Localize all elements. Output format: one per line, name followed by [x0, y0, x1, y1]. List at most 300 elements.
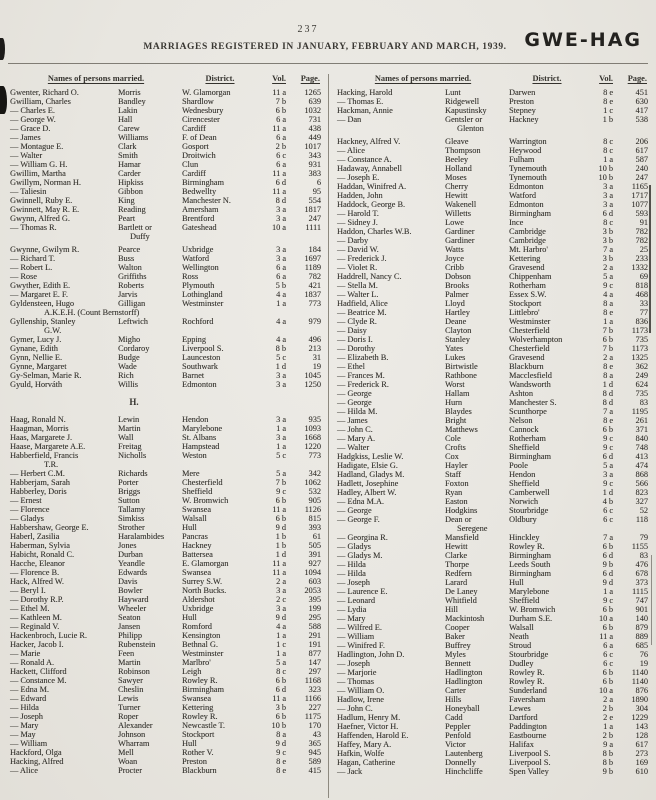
page-ref: 213	[308, 344, 321, 353]
district: Eastbourne	[509, 731, 547, 740]
page-ref: 383	[308, 169, 321, 178]
index-entry-row	[10, 640, 326, 649]
volume: 8 e	[603, 97, 613, 106]
spouse-surname: Cooper	[445, 623, 470, 632]
district: Leeds South	[509, 560, 551, 569]
spouse-surname: Moses	[445, 173, 467, 182]
index-entry-row	[337, 254, 650, 263]
index-entry-row	[337, 299, 650, 308]
column-header	[337, 74, 650, 83]
volume: 11 a	[599, 632, 613, 641]
page-ref: 169	[635, 758, 648, 767]
district: Rowley R.	[509, 542, 545, 551]
index-entry-row	[10, 667, 326, 676]
index-column-right	[329, 74, 652, 798]
volume: 8 e	[276, 757, 286, 766]
spouse-surname: Simkiss	[118, 514, 145, 523]
district: Plymouth	[182, 281, 215, 290]
index-entry-row	[10, 604, 326, 613]
district: Wednesbury	[182, 106, 224, 115]
person-name: Habberfield, Francis	[10, 451, 79, 460]
person-name: — Florence B.	[10, 568, 60, 577]
district	[509, 524, 585, 533]
person-name: — Frances M.	[337, 371, 385, 380]
volume: 9 a	[603, 740, 613, 749]
district: Gravesend	[509, 353, 545, 362]
page-ref: 1668	[304, 433, 321, 442]
district: Romford	[182, 622, 212, 631]
district: Poole	[509, 461, 528, 470]
district: Liverpool S.	[509, 749, 551, 758]
page-ref: 362	[635, 362, 648, 371]
person-name: Hadlington, John D.	[337, 650, 405, 659]
person-name: — George W.	[10, 115, 56, 124]
spouse-surname: Woan	[118, 757, 138, 766]
person-name: — Walter	[10, 151, 43, 160]
page-ref: 6	[316, 178, 321, 187]
spouse-surname: Donnelly	[445, 758, 476, 767]
district: Birmingham	[509, 569, 551, 578]
volume: 9 b	[602, 560, 613, 569]
index-entry-row	[337, 236, 650, 245]
district: Swansea	[182, 568, 212, 577]
district: Birmingham	[509, 551, 551, 560]
district: Swansea	[182, 505, 212, 514]
page-ref: 931	[308, 160, 321, 169]
page-ref: 476	[635, 560, 648, 569]
district: Chesterfield	[509, 326, 550, 335]
spouse-surname: Honeyball	[445, 704, 480, 713]
index-entry-row	[337, 97, 650, 106]
district: Paddington	[509, 722, 547, 731]
page-ref: 79	[639, 533, 648, 542]
district: Leigh	[182, 667, 202, 676]
spouse-surname: Budge	[118, 353, 140, 362]
district: Warrington	[509, 137, 547, 146]
volume	[585, 124, 614, 133]
district: Cambridge	[509, 236, 546, 245]
index-entry-row	[337, 155, 650, 164]
spouse-surname: Cadd	[445, 713, 463, 722]
page-ref: 1077	[631, 200, 648, 209]
spouse-surname: Martin	[118, 424, 141, 433]
person-name: — Rose	[10, 272, 37, 281]
district: Wellington	[182, 263, 219, 272]
district: Hendon	[509, 470, 536, 479]
index-entry-row	[337, 569, 650, 578]
district: Manchester S.	[509, 398, 557, 407]
index-entry-row	[337, 668, 650, 677]
spouse-surname: Cribb	[445, 263, 464, 272]
volume: 6 c	[603, 506, 613, 515]
index-entry-row	[337, 452, 650, 461]
district: Amersham	[182, 205, 219, 214]
volume: 8 a	[276, 730, 286, 739]
index-entry-row	[10, 151, 326, 160]
index-entry-row	[337, 209, 650, 218]
spouse-surname: Davis	[118, 577, 138, 586]
index-entry-row	[10, 187, 326, 196]
district: Stepney	[509, 106, 536, 115]
page-ref: 1165	[631, 182, 648, 191]
person-name: T.R.	[44, 460, 59, 469]
page-ref: 1229	[631, 713, 648, 722]
person-name: — Ethel M.	[10, 604, 50, 613]
volume: 8 e	[603, 362, 613, 371]
page-ref: 1045	[304, 371, 321, 380]
district: Camberwell	[509, 488, 550, 497]
index-entry-row	[10, 326, 326, 335]
person-name: Hadgkiss, Leslie W.	[337, 452, 404, 461]
volume: 11 a	[272, 694, 286, 703]
page-ref: 468	[635, 290, 648, 299]
page-ref: 91	[639, 218, 648, 227]
person-name: A.K.E.H. (Count Bernstorff)	[44, 308, 140, 317]
volume: 10 b	[598, 173, 613, 182]
index-entry-row	[10, 613, 326, 622]
district: Stroud	[509, 641, 532, 650]
person-name: Gwyther, Edith E.	[10, 281, 71, 290]
page-ref: 1173	[631, 344, 648, 353]
volume: 1 d	[275, 550, 286, 559]
volume: 5 b	[275, 281, 286, 290]
person-name: Gwillym, Norman H.	[10, 178, 81, 187]
index-entry-row	[337, 326, 650, 335]
person-name: Hack, Alfred W.	[10, 577, 64, 586]
volume: 8 d	[602, 389, 613, 398]
volume: 7 a	[603, 245, 613, 254]
index-entry-row	[337, 497, 650, 506]
person-name: — Daisy	[337, 326, 367, 335]
person-name: — Florence	[10, 505, 50, 514]
page-ref	[614, 524, 648, 533]
page-ref: 25	[639, 245, 648, 254]
person-name: Haas, Margarete J.	[10, 433, 73, 442]
district: Rowley R.	[182, 676, 218, 685]
person-name: — Robert L.	[10, 263, 53, 272]
volume: 4 a	[276, 290, 286, 299]
person-name: — Dorothy R.P.	[10, 595, 64, 604]
page-ref: 782	[635, 236, 648, 245]
index-entry-row	[337, 596, 650, 605]
person-name: — Hilda	[337, 569, 366, 578]
volume: 1 a	[276, 442, 286, 451]
spouse-surname: Mell	[118, 748, 134, 757]
spouse-surname: Clayton	[445, 326, 472, 335]
header-names-label: Names of persons married.	[47, 74, 145, 83]
spouse-surname: Pearce	[118, 245, 141, 254]
spouse-surname: Duffy	[130, 232, 150, 241]
volume: 7 b	[602, 326, 613, 335]
district: Newcastle T.	[182, 721, 226, 730]
page-ref: 588	[308, 622, 321, 631]
index-entry-row	[10, 559, 326, 568]
district: Durham S.E.	[509, 614, 553, 623]
person-name: — Joseph	[10, 712, 43, 721]
page-ref: 639	[308, 97, 321, 106]
page-ref: 624	[635, 380, 648, 389]
volume: 5 a	[276, 469, 286, 478]
person-name: Gyuld, Horváth	[10, 380, 63, 389]
district: Neath	[509, 632, 529, 641]
spouse-surname: Yates	[445, 344, 464, 353]
spouse-surname: Clark	[118, 142, 137, 151]
person-name: Gynne, Margaret	[10, 362, 67, 371]
person-name: — Edna M.A.	[337, 497, 385, 506]
page-ref: 393	[308, 523, 321, 532]
volume: 4 a	[276, 622, 286, 631]
spouse-surname: Baker	[445, 632, 465, 641]
district: Lewes	[509, 704, 531, 713]
spouse-surname: Leftwich	[118, 317, 148, 326]
district: Cambridge	[509, 227, 546, 236]
person-name: Haberman, Sylvia	[10, 541, 70, 550]
page-ref: 879	[635, 623, 648, 632]
district: Stockport	[182, 730, 215, 739]
page-number: 237	[297, 24, 319, 35]
spouse-surname: Durban	[118, 550, 143, 559]
page-ref: 617	[635, 146, 648, 155]
volume: 8 e	[603, 88, 613, 97]
page-ref: 1173	[631, 326, 648, 335]
district: North Bucks.	[182, 586, 227, 595]
index-entry-row	[337, 542, 650, 551]
page-ref: 43	[312, 730, 321, 739]
index-entry-row	[337, 263, 650, 272]
page-ref: 1111	[305, 223, 321, 232]
spouse-surname: Gardiner	[445, 236, 475, 245]
volume: 1 d	[602, 488, 613, 497]
spouse-surname: Bright	[445, 416, 467, 425]
volume: 2 a	[603, 263, 613, 272]
district: Barnet	[182, 371, 205, 380]
spouse-surname: Peppler	[445, 722, 471, 731]
spouse-surname: De Laney	[445, 587, 478, 596]
district: Sunderland	[509, 686, 547, 695]
page-ref: 83	[639, 398, 648, 407]
person-name: Hacker, Jacob I.	[10, 640, 64, 649]
volume: 6 b	[602, 425, 613, 434]
person-name: — Laurence E.	[337, 587, 388, 596]
spouse-surname: Hadlington	[445, 668, 483, 677]
volume: 1 c	[603, 106, 613, 115]
district: Lothingland	[182, 290, 223, 299]
index-entry-row	[10, 757, 326, 766]
volume: 6 b	[602, 677, 613, 686]
person-name: Hadden, John	[337, 191, 383, 200]
page-ref: 587	[635, 155, 648, 164]
index-entry-row	[337, 677, 650, 686]
index-entry-row	[337, 362, 650, 371]
district: Hull	[509, 578, 524, 587]
district: Watford	[509, 191, 536, 200]
volume: 3 a	[276, 254, 286, 263]
person-name: — Herbert C.M.	[10, 469, 65, 478]
person-name: — May	[10, 730, 36, 739]
volume: 9 c	[276, 748, 286, 757]
district	[182, 460, 258, 469]
index-entry-row	[10, 169, 326, 178]
spouse-surname: Mackintosh	[445, 614, 485, 623]
district: St. Albans	[182, 433, 217, 442]
page-ref: 735	[635, 335, 648, 344]
spouse-surname: Hayler	[445, 461, 468, 470]
district: Rother V.	[182, 748, 214, 757]
spouse-surname: Hartley	[445, 308, 470, 317]
page-ref: 191	[308, 640, 321, 649]
volume: 9 c	[603, 281, 613, 290]
person-name: Haddrell, Nancy C.	[337, 272, 402, 281]
volume: 6 a	[276, 272, 286, 281]
page-ref: 415	[308, 766, 321, 775]
person-name: — Joseph	[337, 659, 370, 668]
page-ref: 1325	[631, 353, 648, 362]
district: Gosport	[182, 142, 209, 151]
volume: 3 b	[602, 236, 613, 245]
page-ref: 1115	[632, 587, 648, 596]
index-entry-row	[337, 713, 650, 722]
spouse-surname: Buffrey	[445, 641, 471, 650]
index-entry-row	[10, 424, 326, 433]
district: Rochford	[182, 317, 214, 326]
person-name: — William	[337, 632, 375, 641]
person-name: — Hilda M.	[337, 407, 378, 416]
spouse-surname: Wade	[118, 362, 137, 371]
person-name: Haffenden, Harold E.	[337, 731, 409, 740]
district: Watford	[182, 254, 209, 263]
volume: 6 b	[275, 514, 286, 523]
index-entry-row	[10, 514, 326, 523]
index-entry-row	[337, 650, 650, 659]
district: Chesterfield	[509, 344, 550, 353]
index-entry-row	[337, 200, 650, 209]
index-entry-row	[10, 232, 326, 241]
volume: 11 a	[272, 559, 286, 568]
spouse-surname: Hills	[445, 695, 462, 704]
district: Surrey S.W.	[182, 577, 223, 586]
district: Walsall	[182, 514, 207, 523]
volume: 6 c	[603, 515, 613, 524]
district: Sheffield	[509, 479, 540, 488]
person-name: — Alice	[10, 766, 38, 775]
person-name: — Joseph	[337, 578, 370, 587]
spouse-surname: Beeley	[445, 155, 469, 164]
spouse-surname: Deane	[445, 317, 467, 326]
page-ref: 678	[635, 569, 648, 578]
volume: 6 c	[276, 151, 286, 160]
district: Hendon	[182, 415, 209, 424]
spouse-surname: Hall	[118, 115, 133, 124]
volume: 1 a	[603, 722, 613, 731]
index-entry-row	[337, 164, 650, 173]
volume: 8 e	[276, 766, 286, 775]
index-entry-row	[337, 416, 650, 425]
district: Stourbridge	[509, 506, 549, 515]
index-entry-row	[337, 578, 650, 587]
district: Chippenham	[509, 272, 552, 281]
spouse-surname: Gibbon	[118, 187, 143, 196]
page-ref: 323	[308, 685, 321, 694]
volume: 11 a	[272, 124, 286, 133]
page-ref: 371	[635, 425, 648, 434]
page-ref: 1250	[304, 380, 321, 389]
volume: 10 a	[271, 223, 286, 232]
person-name: — Dan	[337, 115, 362, 124]
index-entry-row	[337, 137, 650, 146]
page-ref: 603	[308, 577, 321, 586]
volume: 1 a	[276, 299, 286, 308]
index-entry-row	[337, 371, 650, 380]
page-ref: 413	[635, 452, 648, 461]
volume: 8 b	[602, 749, 613, 758]
person-name: — Doris I.	[337, 335, 373, 344]
page-ref: 69	[639, 272, 648, 281]
district: W. Bromwich	[182, 496, 229, 505]
index-entry-row	[337, 551, 650, 560]
district: Westminster	[509, 317, 551, 326]
spouse-surname: Bandley	[118, 97, 146, 106]
volume: 4 a	[603, 290, 613, 299]
page-ref: 273	[635, 749, 648, 758]
index-entry-row	[10, 214, 326, 223]
district	[509, 124, 585, 133]
index-entry-row	[337, 353, 650, 362]
spouse-surname: Hipkiss	[118, 178, 144, 187]
volume: 4 a	[276, 335, 286, 344]
volume: 3 a	[276, 214, 286, 223]
index-entry-row	[10, 451, 326, 460]
spouse-surname: Wall	[118, 433, 134, 442]
spouse-surname: Ryan	[445, 488, 463, 497]
person-name: — Ronald A.	[10, 658, 55, 667]
person-name	[10, 232, 118, 241]
person-name: — Mary	[337, 614, 366, 623]
page-ref: 782	[635, 227, 648, 236]
page-ref: 1890	[631, 695, 648, 704]
index-columns	[6, 74, 652, 798]
page-ref: 868	[635, 470, 648, 479]
district: Kensington	[182, 631, 221, 640]
person-name: — Reginald V.	[10, 622, 60, 631]
district: Marylebone	[509, 587, 550, 596]
person-name: — John C.	[337, 425, 373, 434]
spouse-surname: Lewin	[118, 415, 140, 424]
index-entry-row	[337, 173, 650, 182]
volume: 6 a	[276, 160, 286, 169]
page-ref: 748	[635, 443, 648, 452]
page-ref: 1220	[304, 442, 321, 451]
spouse-surname: Redfern	[445, 569, 472, 578]
district: Norwich	[509, 497, 539, 506]
volume: 1 a	[276, 424, 286, 433]
volume: 10 b	[271, 721, 286, 730]
spouse-surname: Brooks	[445, 281, 469, 290]
spouse-surname: Hamar	[118, 160, 141, 169]
page-ref: 1017	[304, 142, 321, 151]
person-name: — Georgina R.	[337, 533, 388, 542]
page-ref: 19	[312, 362, 321, 371]
person-name	[337, 524, 445, 533]
person-name: Gwynne, Gwilym R.	[10, 245, 80, 254]
index-entry-row	[10, 115, 326, 124]
district: Faversham	[509, 695, 546, 704]
district: Battersea	[182, 550, 213, 559]
index-entry-row	[337, 506, 650, 515]
person-name: — Frederick R.	[337, 380, 389, 389]
page-ref: 945	[308, 748, 321, 757]
index-entry-row	[10, 478, 326, 487]
person-name: — Edna M.	[10, 685, 49, 694]
